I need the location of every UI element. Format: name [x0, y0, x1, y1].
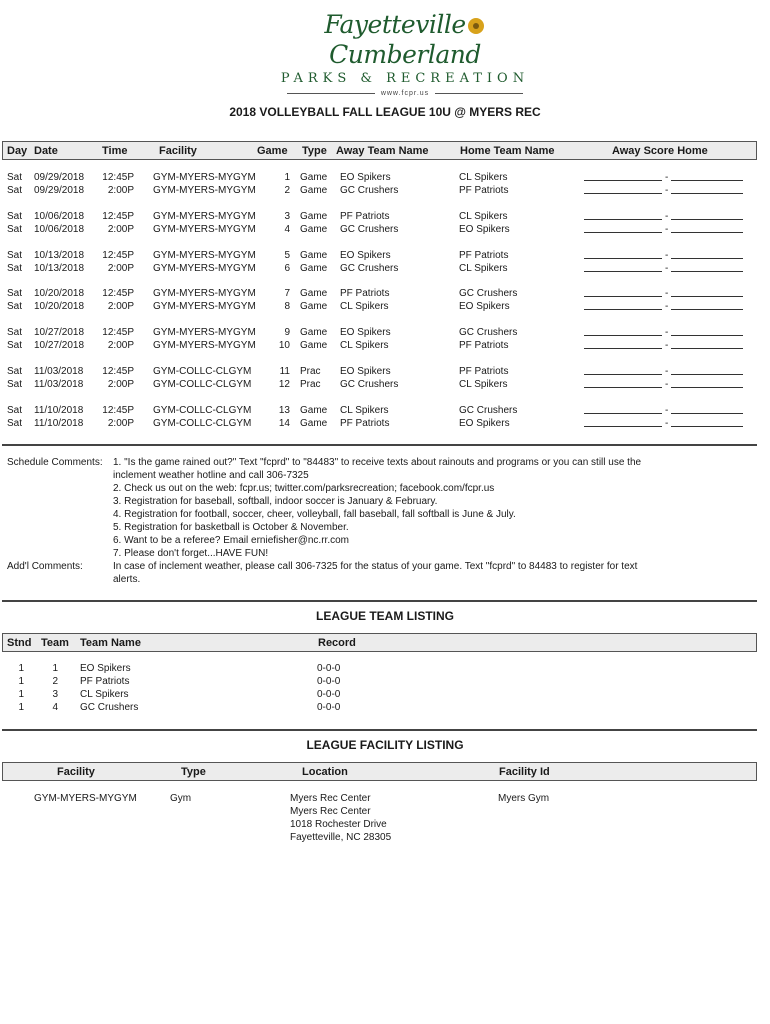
cell-date: 11/03/2018 [34, 366, 84, 377]
cell-home-team: EO Spikers [459, 223, 510, 235]
home-score-line [671, 301, 743, 310]
score-dash: - [665, 249, 669, 261]
away-score-line [584, 366, 662, 375]
logo-rule-right [435, 93, 523, 94]
cell-game: 7 [284, 288, 290, 300]
logo-rule-left [287, 93, 375, 94]
cell-home-team: CL Spikers [459, 210, 508, 222]
logo-url-row [270, 90, 540, 97]
facility-listing-title: LEAGUE FACILITY LISTING [306, 738, 464, 752]
cell-date: 10/13/2018 [34, 249, 85, 261]
cell-day: Sat [7, 301, 23, 313]
schedule-row [0, 223, 770, 236]
addl-comments-label: Add'l Comments: [7, 561, 83, 572]
schedule-row [0, 326, 770, 339]
score-dash: - [665, 301, 669, 313]
cell-type: Game [300, 223, 328, 235]
addl-comments-text [113, 560, 673, 586]
cell-home-team: CL Spikers [459, 262, 508, 274]
cell-time: 2:00P [107, 262, 134, 274]
cell-home-team: GC Crushers [459, 327, 518, 339]
cell-location [290, 792, 391, 844]
logo-url: www.fcpr.us [380, 90, 430, 97]
cell-type: Game [300, 288, 328, 300]
away-score-line [584, 288, 662, 297]
cell-game: 4 [284, 223, 290, 235]
score-dash: - [665, 288, 669, 300]
cell-type: Game [300, 185, 328, 196]
divider [2, 729, 757, 731]
divider [2, 444, 757, 446]
team-row [0, 688, 770, 701]
schedule-row [0, 210, 770, 223]
schedule-row [0, 378, 770, 391]
cell-game: 2 [284, 185, 290, 196]
cell-date: 10/06/2018 [34, 223, 85, 235]
col-type: Type [302, 145, 327, 157]
cell-record: 0-0-0 [317, 689, 341, 700]
schedule-header [2, 141, 757, 160]
col-record: Record [318, 637, 356, 649]
col-score: Away Score Home [612, 145, 708, 157]
score-dash: - [665, 210, 669, 222]
cell-facility-name: GYM-MYERS-MYGYM [34, 793, 137, 804]
team-listing-title: LEAGUE TEAM LISTING [316, 609, 454, 623]
cell-facility: GYM-MYERS-MYGYM [153, 249, 256, 261]
cell-type: Game [300, 340, 328, 352]
comment-line: 3. Registration for baseball, softball, indoor soccer is January & February. [113, 496, 438, 507]
home-score-line [671, 211, 743, 220]
schedule-row [0, 249, 770, 262]
cell-time: 2:00P [107, 223, 134, 235]
cell-facility: GYM-MYERS-MYGYM [153, 340, 256, 352]
cell-away-team: EO Spikers [340, 172, 391, 183]
cell-record: 0-0-0 [317, 676, 341, 687]
away-score-line [584, 405, 662, 414]
cell-away-team: PF Patriots [340, 210, 390, 222]
cell-day: Sat [7, 210, 23, 222]
cell-home-team: CL Spikers [459, 379, 508, 390]
away-score-line [584, 327, 662, 336]
schedule-row [0, 262, 770, 275]
cell-game: 11 [279, 366, 290, 377]
col-date: Date [34, 145, 58, 157]
cell-type: Game [300, 210, 328, 222]
col-game: Game [257, 145, 288, 157]
cell-facility: GYM-MYERS-MYGYM [153, 288, 256, 300]
comment-line: alerts. [113, 574, 141, 585]
cell-game: 6 [284, 262, 290, 274]
schedule-row [0, 417, 770, 430]
col-stnd: Stnd [7, 637, 32, 649]
score-dash: - [665, 223, 669, 235]
cell-away-team: GC Crushers [340, 379, 399, 390]
cell-game: 14 [278, 417, 290, 429]
cell-game: 12 [278, 379, 290, 390]
cell-facility: GYM-COLLC-CLGYM [153, 379, 252, 390]
cell-type: Game [300, 172, 328, 183]
cell-facility: GYM-MYERS-MYGYM [153, 210, 256, 222]
cell-game: 9 [284, 327, 290, 339]
cell-team-name: EO Spikers [80, 663, 131, 674]
cell-facility: GYM-COLLC-CLGYM [153, 417, 252, 429]
cell-date: 09/29/2018 [34, 185, 85, 196]
cell-facility: GYM-MYERS-MYGYM [153, 185, 256, 196]
cell-away-team: CL Spikers [340, 340, 389, 352]
cell-team: 1 [52, 663, 58, 674]
team-row [0, 662, 770, 675]
cell-day: Sat [7, 366, 23, 377]
score-dash: - [665, 379, 669, 390]
score-dash: - [665, 172, 669, 183]
cell-home-team: EO Spikers [459, 417, 510, 429]
cell-home-team: PF Patriots [459, 366, 509, 377]
cell-time: 12:45P [102, 404, 134, 416]
cell-time: 2:00P [107, 379, 134, 390]
home-score-line [671, 405, 743, 414]
cell-day: Sat [7, 262, 23, 274]
cell-day: Sat [7, 340, 23, 352]
away-score-line [584, 340, 662, 349]
flower-icon [468, 18, 484, 34]
away-score-line [584, 172, 662, 181]
away-score-line [584, 263, 662, 272]
col-facility: Facility [159, 145, 197, 157]
col-away: Away Team Name [336, 145, 429, 157]
cell-home-team: GC Crushers [459, 404, 518, 416]
cell-facility: GYM-MYERS-MYGYM [153, 262, 256, 274]
cell-time: 12:45P [102, 327, 134, 339]
cell-facility: GYM-COLLC-CLGYM [153, 404, 252, 416]
col-home: Home Team Name [460, 145, 555, 157]
cell-record: 0-0-0 [317, 702, 341, 713]
cell-stnd: 1 [18, 689, 24, 700]
comment-line: inclement weather hotline and call 306-7325 [113, 470, 309, 481]
cell-day: Sat [7, 404, 23, 416]
cell-type: Game [300, 301, 328, 313]
home-score-line [671, 418, 743, 427]
cell-time: 2:00P [107, 340, 134, 352]
cell-home-team: GC Crushers [459, 288, 518, 300]
cell-time: 12:45P [102, 249, 134, 261]
col-team-name: Team Name [80, 637, 141, 649]
logo-wordmark [270, 10, 540, 70]
cell-date: 11/10/2018 [34, 404, 84, 416]
home-score-line [671, 224, 743, 233]
away-score-line [584, 224, 662, 233]
away-score-line [584, 250, 662, 259]
cell-type: Game [300, 417, 328, 429]
col-facility-type: Type [181, 766, 206, 778]
cell-day: Sat [7, 288, 23, 300]
schedule-row [0, 300, 770, 313]
location-line: Fayetteville, NC 28305 [290, 832, 392, 843]
cell-facility: GYM-MYERS-MYGYM [153, 172, 256, 183]
cell-team-name: CL Spikers [80, 689, 129, 700]
cell-type: Prac [300, 379, 321, 390]
logo-text-cumberland: Cumberland [329, 40, 481, 69]
cell-time: 12:45P [102, 366, 134, 377]
cell-date: 10/13/2018 [34, 262, 85, 274]
cell-date: 10/27/2018 [34, 340, 85, 352]
cell-away-team: EO Spikers [340, 366, 391, 377]
home-score-line [671, 340, 743, 349]
cell-team: 4 [52, 702, 58, 713]
divider [2, 600, 757, 602]
cell-away-team: PF Patriots [340, 417, 390, 429]
score-dash: - [665, 417, 669, 429]
comment-line: In case of inclement weather, please call 306-7325 for the status of your game. Text "fcprd" to 84483 to register for text [113, 561, 638, 572]
cell-time: 12:45P [102, 288, 134, 300]
facility-row [0, 792, 770, 847]
schedule-comments-text [113, 456, 673, 560]
cell-home-team: PF Patriots [459, 249, 509, 261]
cell-team: 3 [52, 689, 58, 700]
cell-game: 5 [284, 249, 290, 261]
schedule-row [0, 287, 770, 300]
home-score-line [671, 263, 743, 272]
schedule-row [0, 184, 770, 197]
cell-facility-id: Myers Gym [498, 793, 550, 804]
cell-stnd: 1 [18, 663, 24, 674]
cell-type: Game [300, 404, 328, 416]
schedule-row [0, 171, 770, 184]
home-score-line [671, 172, 743, 181]
score-dash: - [665, 327, 669, 339]
comment-line: 7. Please don't forget...HAVE FUN! [113, 548, 269, 559]
comment-line: 4. Registration for football, soccer, cheer, volleyball, fall baseball, fall softball is June & July. [113, 509, 516, 520]
cell-home-team: EO Spikers [459, 301, 510, 313]
cell-facility-type: Gym [170, 793, 192, 804]
col-facility-id: Facility Id [499, 766, 550, 778]
col-facility-name: Facility [57, 766, 95, 778]
schedule-row [0, 365, 770, 378]
cell-type: Game [300, 262, 328, 274]
logo-text-fayetteville: Fayetteville [324, 10, 466, 39]
comment-line: 5. Registration for basketball is October & November. [113, 522, 349, 533]
home-score-line [671, 379, 743, 388]
fcpr-logo [270, 10, 540, 97]
home-score-line [671, 185, 743, 194]
cell-date: 11/10/2018 [34, 417, 84, 429]
score-dash: - [665, 185, 669, 196]
cell-date: 10/20/2018 [34, 301, 85, 313]
cell-home-team: PF Patriots [459, 185, 509, 196]
cell-type: Prac [300, 366, 321, 377]
cell-date: 10/06/2018 [34, 210, 85, 222]
facility-listing-header [2, 762, 757, 781]
cell-home-team: PF Patriots [459, 340, 509, 352]
cell-date: 09/29/2018 [34, 172, 85, 183]
cell-game: 10 [278, 340, 290, 352]
cell-game: 1 [284, 172, 290, 183]
cell-time: 2:00P [107, 417, 134, 429]
schedule-comments-label: Schedule Comments: [7, 457, 103, 468]
cell-away-team: GC Crushers [340, 185, 399, 196]
cell-away-team: CL Spikers [340, 301, 389, 313]
cell-facility: GYM-MYERS-MYGYM [153, 327, 256, 339]
location-line: Myers Rec Center [290, 793, 371, 804]
cell-game: 3 [284, 210, 290, 222]
cell-day: Sat [7, 223, 23, 235]
page-title: 2018 VOLLEYBALL FALL LEAGUE 10U @ MYERS REC [229, 105, 541, 119]
home-score-line [671, 288, 743, 297]
away-score-line [584, 211, 662, 220]
cell-day: Sat [7, 327, 23, 339]
score-dash: - [665, 340, 669, 352]
cell-date: 10/27/2018 [34, 327, 85, 339]
cell-type: Game [300, 327, 328, 339]
home-score-line [671, 250, 743, 259]
cell-day: Sat [7, 379, 23, 390]
cell-away-team: GC Crushers [340, 223, 399, 235]
cell-game: 13 [278, 404, 290, 416]
away-score-line [584, 379, 662, 388]
cell-stnd: 1 [18, 676, 24, 687]
team-row [0, 701, 770, 714]
cell-type: Game [300, 249, 328, 261]
team-row [0, 675, 770, 688]
cell-away-team: GC Crushers [340, 262, 399, 274]
schedule-row [0, 339, 770, 352]
cell-day: Sat [7, 417, 23, 429]
cell-facility: GYM-MYERS-MYGYM [153, 301, 256, 313]
comment-line: 2. Check us out on the web: fcpr.us; twitter.com/parksrecreation; facebook.com/fcpr.us [113, 483, 495, 494]
comment-line: 1. "Is the game rained out?" Text "fcprd" to "84483" to receive texts about rainouts and programs or you can still use the [113, 457, 642, 468]
away-score-line [584, 418, 662, 427]
away-score-line [584, 185, 662, 194]
cell-day: Sat [7, 172, 23, 183]
cell-team-name: PF Patriots [80, 676, 130, 687]
cell-date: 10/20/2018 [34, 288, 85, 300]
cell-facility: GYM-MYERS-MYGYM [153, 223, 256, 235]
location-line: Myers Rec Center [290, 806, 371, 817]
cell-away-team: EO Spikers [340, 249, 391, 261]
cell-day: Sat [7, 185, 23, 196]
col-day: Day [7, 145, 28, 157]
cell-time: 12:45P [102, 210, 134, 222]
cell-date: 11/03/2018 [34, 379, 84, 390]
score-dash: - [665, 404, 669, 416]
comment-line: 6. Want to be a referee? Email erniefisher@nc.rr.com [113, 535, 349, 546]
cell-day: Sat [7, 249, 23, 261]
cell-record: 0-0-0 [317, 663, 341, 674]
cell-time: 2:00P [107, 301, 134, 313]
score-dash: - [665, 366, 669, 377]
col-time: Time [102, 145, 128, 157]
location-line: 1018 Rochester Drive [290, 819, 387, 830]
cell-team-name: GC Crushers [80, 702, 139, 713]
home-score-line [671, 327, 743, 336]
cell-team: 2 [52, 676, 58, 687]
schedule-row [0, 404, 770, 417]
logo-subtitle: PARKS & RECREATION [280, 71, 530, 86]
col-location: Location [302, 766, 348, 778]
cell-game: 8 [284, 301, 290, 313]
cell-time: 2:00P [107, 185, 134, 196]
team-listing-header [2, 633, 757, 652]
cell-away-team: EO Spikers [340, 327, 391, 339]
score-dash: - [665, 262, 669, 274]
cell-time: 12:45P [102, 172, 134, 183]
cell-away-team: CL Spikers [340, 404, 389, 416]
away-score-line [584, 301, 662, 310]
cell-facility: GYM-COLLC-CLGYM [153, 366, 252, 377]
cell-away-team: PF Patriots [340, 288, 390, 300]
cell-home-team: CL Spikers [459, 172, 508, 183]
cell-stnd: 1 [18, 702, 24, 713]
home-score-line [671, 366, 743, 375]
col-team: Team [41, 637, 69, 649]
